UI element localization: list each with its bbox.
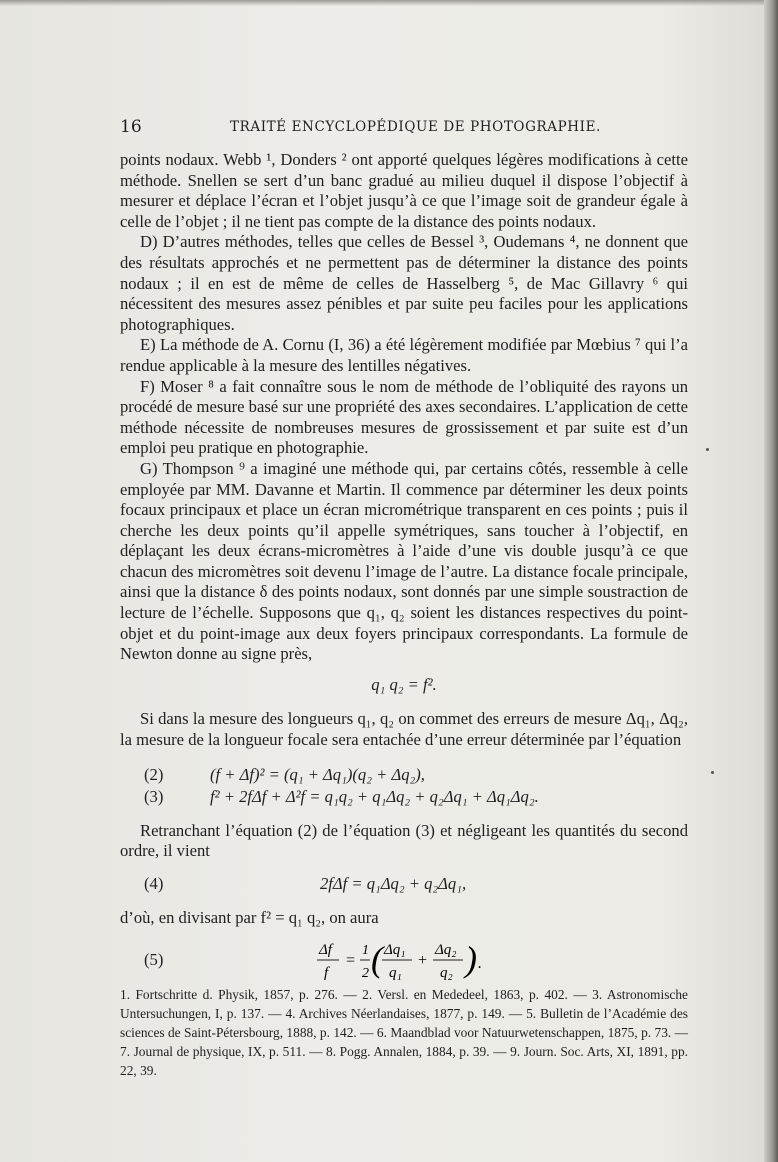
- plus-sign: +: [417, 952, 428, 970]
- page-binding-edge: [764, 0, 778, 1162]
- main-text: [120, 150, 688, 986]
- paragraph-f: F) Moser ⁸ a fait connaître sous le nom de méthode de l’obliquité des rayons un procédé de mesure basé sur une propriété des axes secondaires. L’application de cette méthode nécessite de nombreuses mesures de grossissement et par suite est d’un emploi peu pratique en photographie.: [120, 376, 688, 458]
- paragraph-e: E) La méthode de A. Cornu (I, 36) a été légèrement modifiée par Mœbius ⁷ qui l’a rendue applicable à la mesure des lentilles négatives.: [120, 335, 688, 375]
- page-top-shadow: [0, 0, 778, 6]
- paragraph-g: G) Thompson ⁹ a imaginé une méthode qui, par certains côtés, ressemble à celle employée par MM. Davanne et Martin. Il commence par déterminer les deux points focaux principaux et place un écran micrométrique transparent en ces points ; puis il cherche les deux points qu’il appelle symétriques, sans toucher à l’objectif, en déplaçant les deux écrans-micromètres à l’aide d’une vis double jusqu’à ce que chacun des micromètres soit devenu l’image de l’autre. La distance focale principale, ainsi que la distance δ des points nodaux, sont donnés par une simple soustraction de lecture de l’échelle. Supposons que q₁, q₂ soient les distances respectives du point-objet et du point-image aux deux foyers principaux correspondants. La formule de Newton donne au signe près,: [120, 458, 688, 664]
- equation-label: (2): [144, 764, 164, 784]
- term2-denominator: q₂: [440, 965, 453, 982]
- running-header: [120, 117, 688, 139]
- lhs-numerator: Δf: [319, 942, 332, 959]
- equation-expression: (f + Δf)² = (q₁ + Δq₁)(q₂ + Δq₂),: [210, 764, 425, 784]
- equation-label: (5): [144, 950, 164, 970]
- equals-sign: =: [345, 952, 356, 970]
- footnotes: [120, 985, 688, 1080]
- running-title: TRAITÉ ENCYCLOPÉDIQUE DE PHOTOGRAPHIE.: [230, 119, 601, 135]
- paragraph-dou: d’où, en divisant par f² = q₁ q₂, on aura: [120, 907, 379, 927]
- equation-3: [120, 787, 688, 809]
- paragraph-continuation: points nodaux. Webb ¹, Donders ² ont apporté quelques légères modifications à cette méthode. Snellen se sert d’un banc gradué au milieu duquel il dispose l’objectif à mesurer et déplace l’écran et l’objet jusqu’à ce que l’image soit de grandeur égale à celle de l’objet ; il ne tient pas compte de la distance des points nodaux.: [120, 150, 688, 231]
- equation-2: [120, 765, 688, 787]
- paragraph-d: D) D’autres méthodes, telles que celles de Bessel ³, Oudemans ⁴, ne donnent que des résultats approchés et ne permettent pas de déterminer la distance des points nodaux ; il en est de même de celles de Hasselberg ⁵, de Mac Gillavry ⁶ qui nécessitent des mesures assez pénibles et par suite peu faciles pour les applications photographiques.: [120, 232, 688, 334]
- equation-label: (3): [144, 786, 164, 806]
- right-paren: ): [465, 939, 477, 980]
- equation-4: [120, 874, 688, 898]
- footnote-text: 1. Fortschritte d. Physik, 1857, p. 276. — 2. Versl. en Mededeel, 1863, p. 402. — 3. Astronomische Untersuchungen, I, p. 137. — 4. Archives Néerlandaises, 1877, p. 149. — 5. Bulletin de l’Académie des sciences de Saint-Pétersbourg, 1888, p. 142. — 6. Maandblad voor Natuurwetenschappen, 1875, p. 73. — 7. Journal de physique, IX, p. 511. — 8. Pogg. Annalen, 1884, p. 39. — 9. Journ. Soc. Arts, XI, 1891, pp. 22, 39.: [120, 987, 688, 1078]
- equation-expression: 2fΔf = q₁Δq₂ + q₂Δq₁,: [320, 873, 467, 893]
- fraction-equation: [315, 938, 515, 986]
- paragraph-retranchant: Retranchant l’équation (2) de l’équation (3) et négligeant les quantités du second ordre, il vient: [120, 820, 688, 861]
- equation-5: [120, 938, 688, 986]
- term1-denominator: q₁: [389, 965, 402, 982]
- equation-expression: f² + 2fΔf + Δ²f = q₁q₂ + q₁Δq₂ + q₂Δq₁ + Δq₁Δq₂.: [210, 786, 539, 806]
- term1-numerator: Δq₁: [384, 942, 406, 959]
- margin-speck: [706, 448, 709, 451]
- margin-speck: [711, 771, 714, 774]
- left-paren: (: [371, 939, 383, 980]
- coef-denominator: 2: [362, 966, 369, 982]
- paragraph-errors: Si dans la mesure des longueurs q₁, q₂ on commet des erreurs de mesure Δq₁, Δq₂, la mesure de la longueur focale sera entachée d’une erreur déterminée par l’équation: [120, 709, 688, 750]
- lhs-denominator: f: [324, 965, 329, 982]
- coef-numerator: 1: [362, 943, 369, 959]
- newton-formula: q₁ q₂ = f².: [371, 674, 437, 694]
- period: .: [478, 955, 482, 973]
- equation-label: (4): [144, 873, 164, 893]
- page-number: 16: [120, 117, 142, 137]
- term2-numerator: Δq₂: [435, 942, 457, 959]
